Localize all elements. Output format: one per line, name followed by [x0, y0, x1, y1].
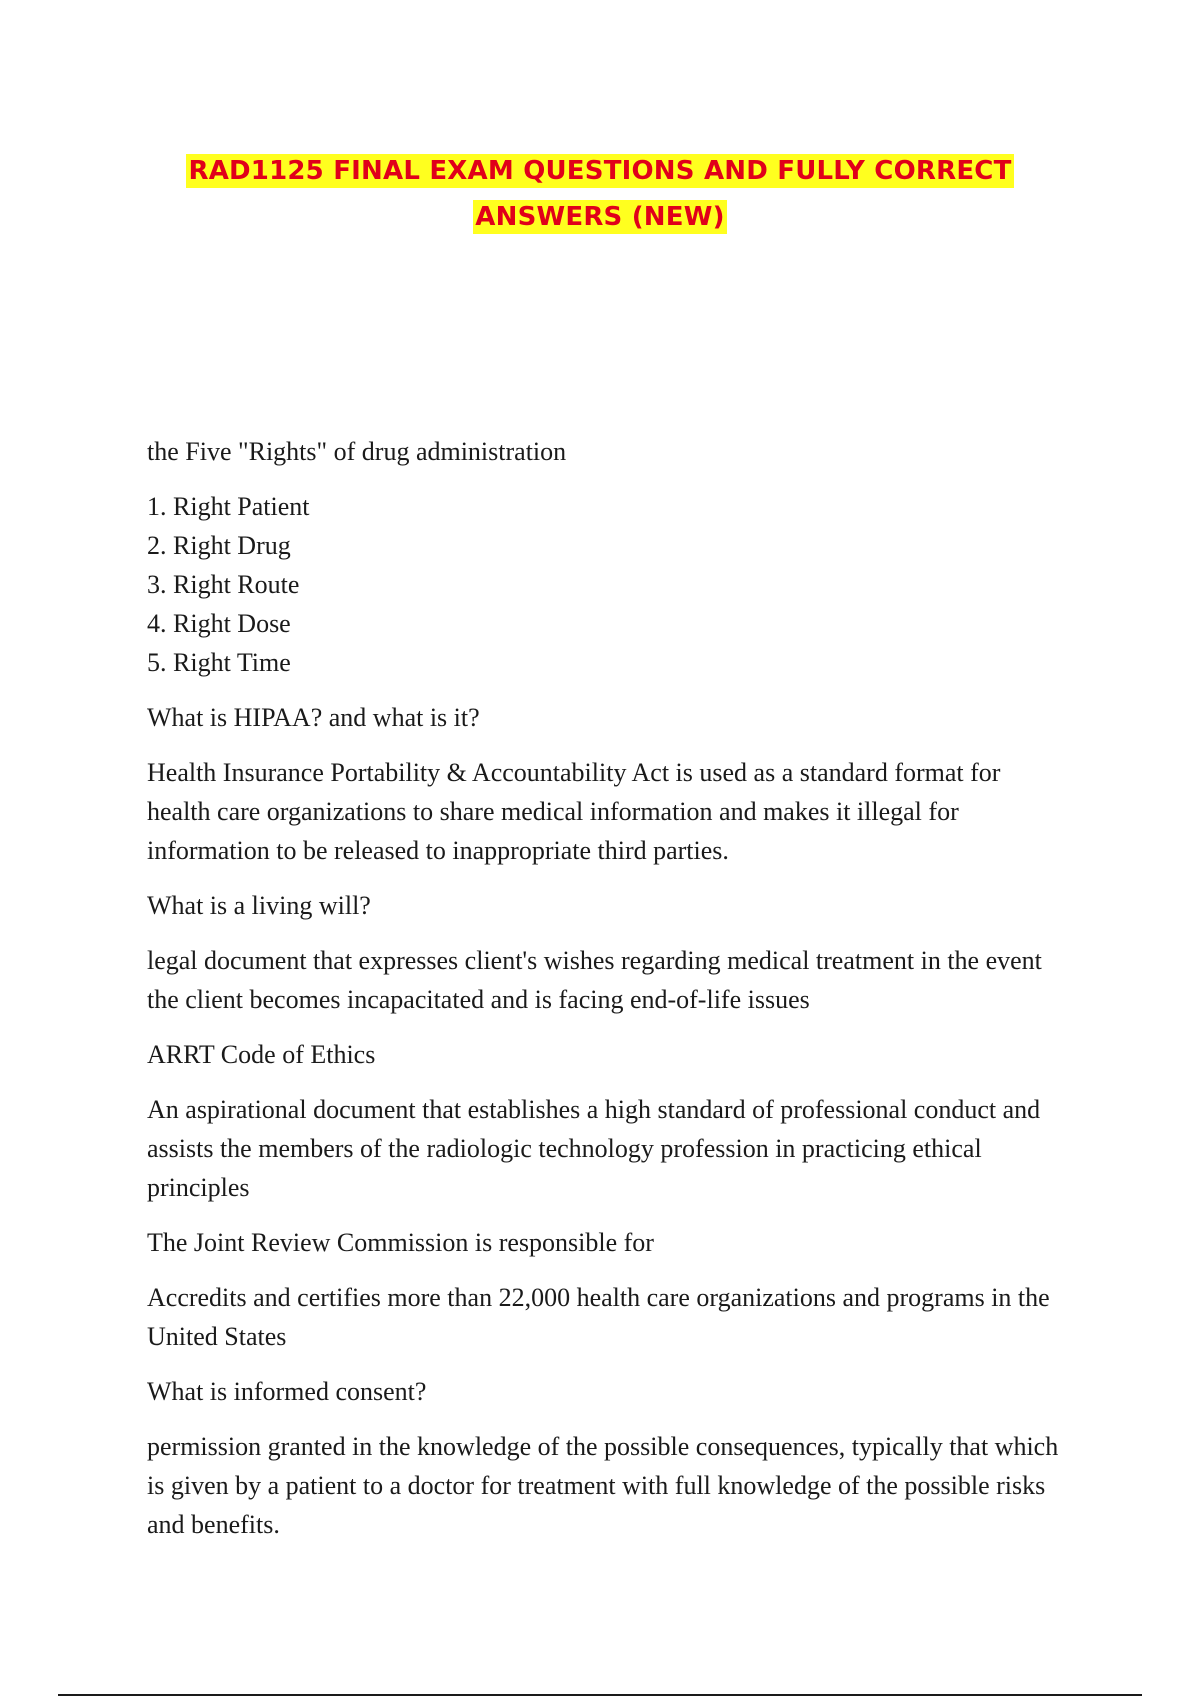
- question-living-will: What is a living will?: [147, 891, 371, 920]
- answer-living-will: legal document that expresses client's wishes regarding medical treatment in the event the client becomes incapacitated and is facing end-of-life issues: [147, 946, 1042, 1014]
- document-title: [0, 148, 1200, 240]
- answer-five-rights-list: [147, 487, 1067, 682]
- question-arrt-code: ARRT Code of Ethics: [147, 1040, 376, 1069]
- question-informed-consent: What is informed consent?: [147, 1377, 427, 1406]
- list-item: 1. Right Patient: [147, 492, 310, 521]
- question-five-rights: the Five "Rights" of drug administration: [147, 437, 567, 466]
- question-joint-review: The Joint Review Commission is responsible for: [147, 1228, 654, 1257]
- answer-arrt-code: An aspirational document that establishes a high standard of professional conduct and assists the members of the radiologic technology profession in practicing ethical principles: [147, 1095, 1041, 1202]
- answer-hipaa: Health Insurance Portability & Accountability Act is used as a standard format for health care organizations to share medical information and makes it illegal for information to be released to inappropriate third parties.: [147, 758, 1001, 865]
- question-hipaa: What is HIPAA? and what is it?: [147, 703, 480, 732]
- answer-informed-consent: permission granted in the knowledge of the possible consequences, typically that which is given by a patient to a doctor for treatment with full knowledge of the possible risks and benefits.: [147, 1432, 1059, 1539]
- list-item: 5. Right Time: [147, 648, 291, 677]
- list-item: 2. Right Drug: [147, 531, 291, 560]
- answer-joint-review: Accredits and certifies more than 22,000 health care organizations and programs in the United States: [147, 1283, 1050, 1351]
- list-item: 4. Right Dose: [147, 609, 291, 638]
- list-item: 3. Right Route: [147, 570, 300, 599]
- qa-content: [147, 432, 1067, 1560]
- title-line-1: RAD1125 FINAL EXAM QUESTIONS AND FULLY CORRECT: [188, 156, 1012, 186]
- page-bottom-rule: [58, 1694, 1142, 1696]
- title-line-2: ANSWERS (NEW): [475, 202, 725, 232]
